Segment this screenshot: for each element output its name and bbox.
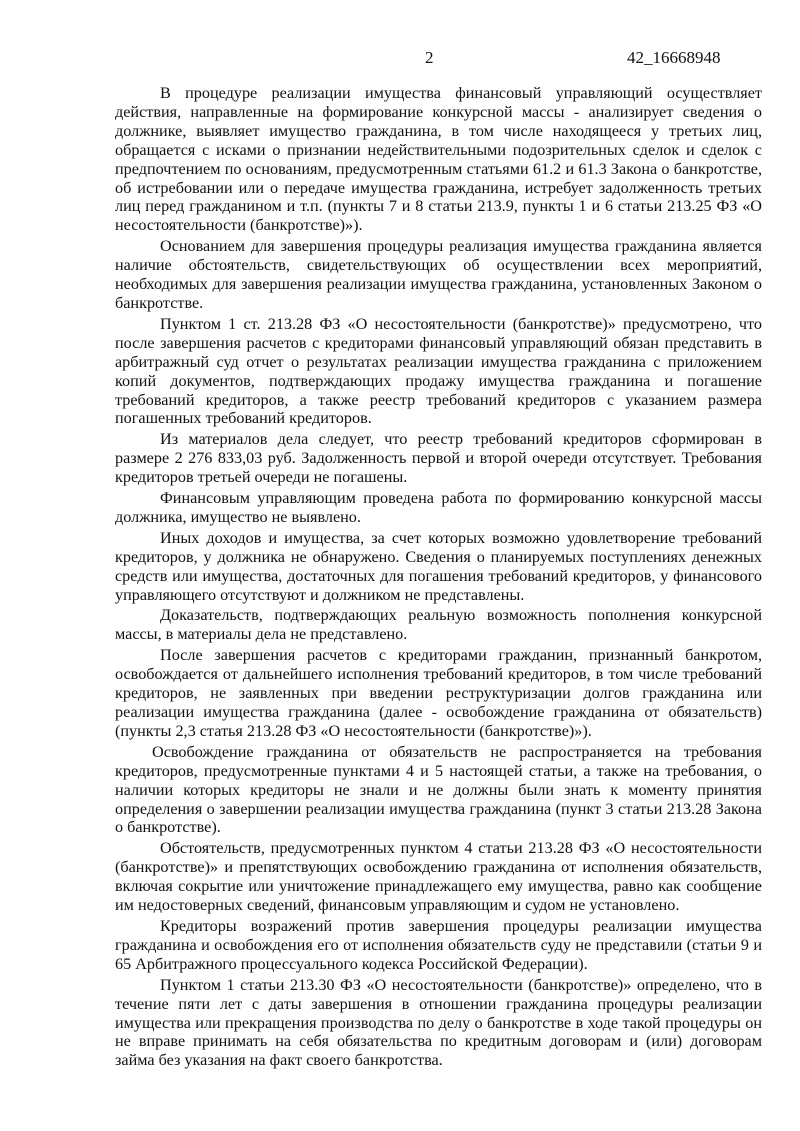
paragraph-release-exceptions: Освобождение гражданина от обязательств не распространяется на требования кредиторов, предусмотренные пунктами 4 и 5 настоящей статьи, а также на требования, о наличии которых кредиторы не знали и не должны были знать к моменту принятия определения о завершении реализации имущества гражданина (пункт 3 статьи 213.28 Закона о банкротстве).: [115, 742, 762, 837]
paragraph-report-obligation: Пунктом 1 ст. 213.28 ФЗ «О несостоятельности (банкротстве)» предусмотрено, что после завершения расчетов с кредиторами финансовый управляющий обязан представить в арбитражный суд отчет о результатах реализации имущества гражданина с приложением копий документов, подтверждающих продажу имущества гражданина и погашение требований кредиторов, а также реестр требований кредиторов с указанием размера погашенных требований кредиторов.: [115, 314, 762, 428]
paragraph-procedure-actions: В процедуре реализации имущества финансовый управляющий осуществляет действия, направленные на формирование конкурсной массы - анализирует сведения о должнике, выявляет имущество гражданина, в том числе находящееся у третьих лиц, обращается с исками о признании недействительными подозрительных сделок и сделок с предпочтением по основаниям, предусмотренным статьями 61.2 и 61.3 Закона о банкротстве, об истребовании или о передаче имущества гражданина, истребует задолженность третьих лиц перед гражданином и т.п. (пункты 7 и 8 статьи 213.9, пункты 1 и 6 статьи 213.25 ФЗ «О несостоятельности (банкротстве)»).: [115, 84, 762, 235]
paragraph-no-objections: Кредиторы возражений против завершения процедуры реализации имущества гражданина и освобождения его от исполнения обязательств суду не представили (статьи 9 и 65 Арбитражного процессуального кодекса Российской Федерации).: [115, 916, 762, 973]
paragraph-estate-formation: Финансовым управляющим проведена работа по формированию конкурсной массы должника, имущество не выявлено.: [115, 489, 762, 526]
case-number: 42_16668948: [627, 48, 721, 67]
paragraph-no-obstacles: Обстоятельств, предусмотренных пунктом 4 статьи 213.28 ФЗ «О несостоятельности (банкротстве)» и препятствующих освобождению гражданина от исполнения обязательств, включая сокрытие или уничтожение принадлежащего ему имущества, равно как сообщение им недостоверных сведений, финансовым управляющим и судом не установлено.: [115, 839, 762, 915]
paragraph-no-evidence: Доказательств, подтверждающих реальную возможность пополнения конкурсной массы, в материалы дела не представлено.: [115, 606, 762, 644]
paragraph-five-year-restriction: Пунктом 1 статьи 213.30 ФЗ «О несостоятельности (банкротстве)» определено, что в течение пяти лет с даты завершения в отношении гражданина процедуры реализации имущества или прекращения производства по делу о банкротстве в ходе такой процедуры он не вправе принимать на себя обязательства по кредитным договорам и (или) договорам займа без указания на факт своего банкротства.: [115, 975, 762, 1070]
paragraph-completion-grounds: Основанием для завершения процедуры реализация имущества гражданина является наличие обстоятельств, свидетельствующих об осуществлении всех мероприятий, необходимых для завершения реализации имущества гражданина, установленных Законом о банкротстве.: [115, 237, 762, 312]
paragraph-release-from-obligations: После завершения расчетов с кредиторами гражданин, признанный банкротом, освобождается от дальнейшего исполнения требований кредиторов, в том числе требований кредиторов, не заявленных при введении реструктуризации долгов гражданина или реализации имущества гражданина (далее - освобождение гражданина от обязательств) (пункты 2,3 статья 213.28 ФЗ «О несостоятельности (банкротстве)»).: [115, 646, 762, 740]
paragraph-creditor-register: Из материалов дела следует, что реестр требований кредиторов сформирован в размере 2 276 833,03 руб. Задолженность первой и второй очереди отсутствует. Требования кредиторов третьей очереди не погашены.: [115, 430, 762, 487]
document-body: [115, 84, 762, 1072]
page-number: 2: [425, 48, 434, 67]
paragraph-no-other-assets: Иных доходов и имущества, за счет которых возможно удовлетворение требований кредиторов, у должника не обнаружено. Сведения о планируемых поступлениях денежных средств или имущества, достаточных для погашения требований кредиторов, у финансового управляющего отсутствуют и должником не представлены.: [115, 528, 762, 604]
